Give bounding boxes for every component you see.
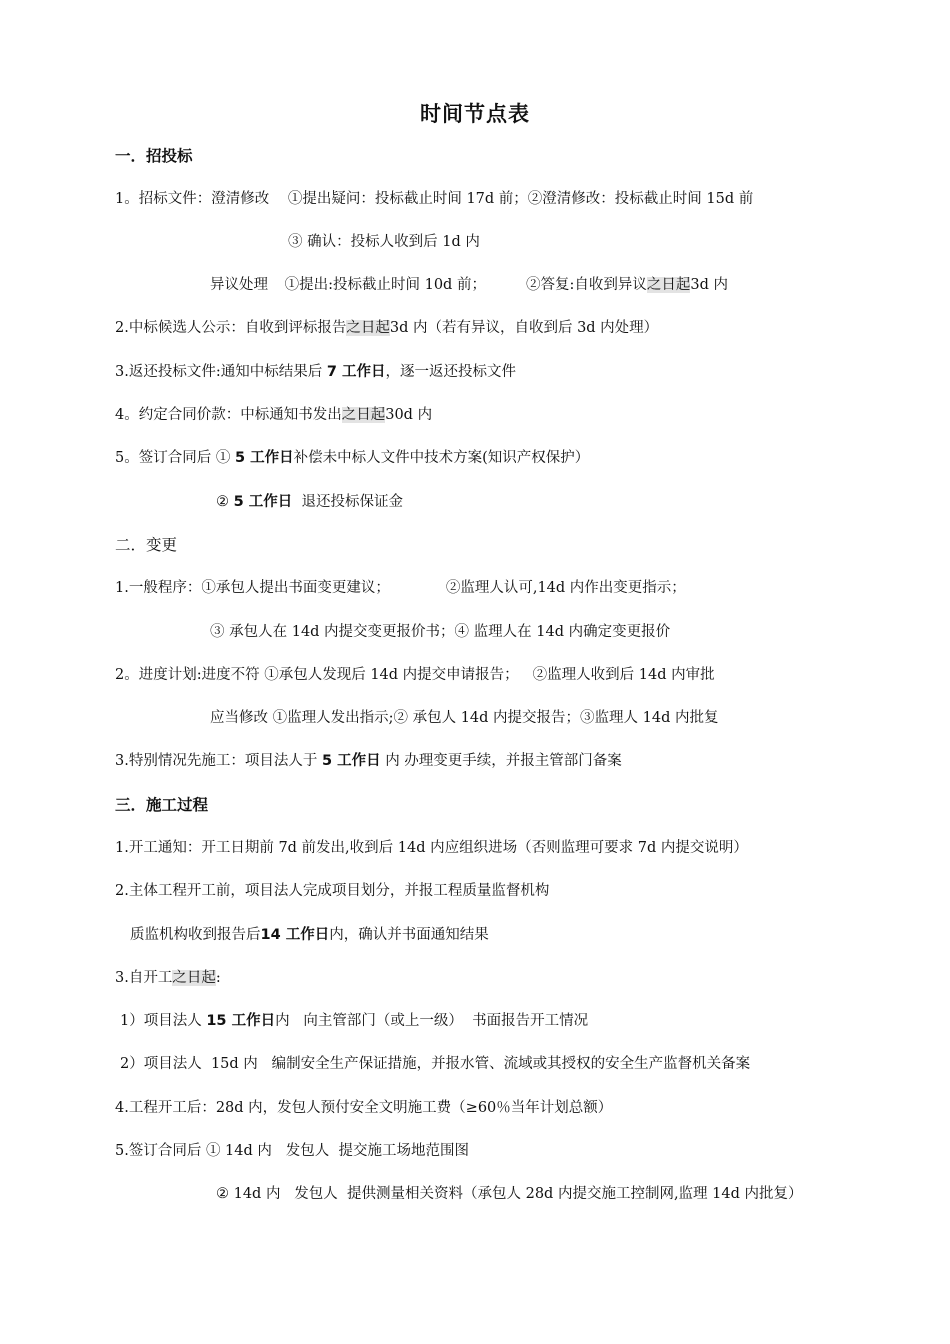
construction-item-3: 3.自开工之日起: <box>115 970 221 986</box>
bidding-item-4: 4。约定合同价款：中标通知书发出之日起30d 内 <box>115 407 433 423</box>
change-item-2-cont: 应当修改 ①监理人发出指示;② 承包人 14d 内提交报告；③监理人 14d 内批复 <box>210 710 719 726</box>
bidding-item-3: 3.返还投标文件:通知中标结果后 7 工作日，逐一返还投标文件 <box>115 364 516 380</box>
highlight: 之日起 <box>346 320 390 336</box>
change-item-3: 3.特别情况先施工：项目法人于 5 工作日 内 办理变更手续，并报主管部门备案 <box>115 753 622 769</box>
bidding-item-2: 2.中标候选人公示：自收到评标报告之日起3d 内（若有异议，自收到后 3d 内处理） <box>115 320 659 336</box>
change-item-2: 2。进度计划:进度不符 ①承包人发现后 14d 内提交申请报告； ②监理人收到后 14d 内审批 <box>115 667 715 683</box>
section-heading-change: 二．变更 <box>115 536 178 554</box>
construction-item-1: 1.开工通知：开工日期前 7d 前发出,收到后 14d 内应组织进场（否则监理可要求 7d 内提交说明） <box>115 840 748 856</box>
construction-item-4: 4.工程开工后：28d 内，发包人预付安全文明施工费（≥60％当年计划总额） <box>115 1100 613 1116</box>
construction-item-2: 2.主体工程开工前，项目法人完成项目划分，并报工程质量监督机构 <box>115 883 550 899</box>
highlight: 之日起 <box>172 970 216 986</box>
bidding-item-5: 5。签订合同后 ① 5 工作日补偿未中标人文件中技术方案(知识产权保护） <box>115 450 590 466</box>
construction-item-3-sub1: 1）项目法人 15 工作日内 向主管部门（或上一级） 书面报告开工情况 <box>120 1013 589 1029</box>
bidding-item-1-confirm: ③ 确认：投标人收到后 1d 内 <box>288 234 480 250</box>
construction-item-5: 5.签订合同后 ① 14d 内 发包人 提交施工场地范围图 <box>115 1143 469 1159</box>
construction-item-3-sub2: 2）项目法人 15d 内 编制安全生产保证措施，并报水管、流域或其授权的安全生产监督机关备案 <box>120 1056 751 1072</box>
section-heading-construction: 三．施工过程 <box>115 796 209 814</box>
highlight: 之日起 <box>341 407 386 423</box>
change-item-1-cont: ③ 承包人在 14d 内提交变更报价书；④ 监理人在 14d 内确定变更报价 <box>210 624 671 640</box>
bidding-item-5-deposit: ② 5 工作日 退还投标保证金 <box>216 494 403 510</box>
section-heading-bidding: 一．招投标 <box>115 147 193 165</box>
bidding-item-1: 1。招标文件：澄清修改 ①提出疑问：投标截止时间 17d 前；②澄清修改：投标截止时间 15d 前 <box>115 191 754 207</box>
construction-item-5-cont: ② 14d 内 发包人 提供测量相关资料（承包人 28d 内提交施工控制网,监理 14d 内批复） <box>216 1186 803 1202</box>
construction-item-2-cont: 质监机构收到报告后14 工作日内，确认并书面通知结果 <box>130 927 489 943</box>
page-title: 时间节点表 <box>420 102 530 126</box>
bidding-item-1-objection: 异议处理 ①提出:投标截止时间 10d 前； ②答复:自收到异议之日起3d 内 <box>210 277 728 293</box>
highlight: 之日起 <box>646 277 691 293</box>
change-item-1: 1.一般程序：①承包人提出书面变更建议； ②监理人认可,14d 内作出变更指示； <box>115 580 686 596</box>
